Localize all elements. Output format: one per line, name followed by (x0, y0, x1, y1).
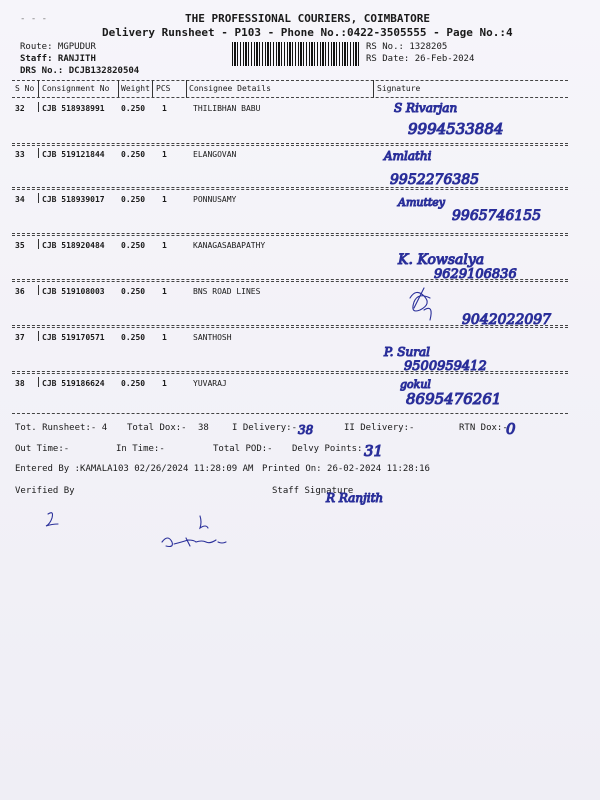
signature-name: Amuttey (398, 196, 446, 209)
row-consignment: CJB 518938991 (42, 104, 105, 113)
runsheet-title: Delivery Runsheet - P103 - Phone No.:0422-3505555 - Page No.:4 (102, 26, 513, 39)
row-consignee: SANTHOSH (193, 333, 232, 342)
signature-area (370, 98, 590, 418)
row-consignee: KANAGASABAPATHY (193, 241, 266, 250)
in-time: In Time:- (116, 444, 165, 454)
signature-name: K. Kowsalya (398, 252, 485, 268)
barcode (232, 42, 360, 66)
signature-name: gokul (400, 378, 431, 391)
row-weight: 0.250 (121, 241, 146, 250)
col-consignee: Consignee Details (189, 84, 271, 93)
row-pcs: 1 (162, 195, 167, 204)
row-consignment: CJB 519121844 (42, 150, 105, 159)
row-sno: 34 (15, 195, 25, 204)
row-weight: 0.250 (121, 195, 146, 204)
row-weight: 0.250 (121, 287, 146, 296)
staff: Staff: RANJITH (20, 54, 96, 64)
rs-date: RS Date: 26-Feb-2024 (366, 54, 475, 64)
staff-signature-text: R Ranjith (326, 491, 384, 505)
signature-name: S Rivarjan (394, 101, 458, 115)
signature-phone: 9994533884 (408, 120, 504, 138)
entered-by: Entered By :KAMALA103 02/26/2024 11:28:09 AM (15, 464, 254, 474)
row-consignee: ELANGOVAN (193, 150, 237, 159)
row-sno: 38 (15, 379, 25, 388)
row-consignment: CJB 518920484 (42, 241, 105, 250)
rs-number: RS No.: 1328205 (366, 42, 448, 52)
staff-signature-hw (320, 478, 410, 510)
col-weight: Weight (121, 84, 150, 93)
rtn-dox-label: RTN Dox:- (459, 423, 508, 433)
row-consignment: CJB 519170571 (42, 333, 105, 342)
row-weight: 0.250 (121, 379, 146, 388)
col-pcs: PCS (156, 84, 171, 93)
signature-phone: 9629106836 (434, 267, 517, 282)
tot-runsheet: Tot. Runsheet:- 4 (15, 423, 108, 433)
rtn-dox-hw: 0 (506, 420, 516, 438)
signature-phone: 9500959412 (404, 359, 487, 374)
total-pod: Total POD:- (213, 444, 273, 454)
out-time: Out Time:- (15, 444, 70, 454)
row-consignment: CJB 519108003 (42, 287, 105, 296)
signature-name: P. Sural (384, 345, 430, 359)
col-sno: S No (15, 84, 35, 93)
row-pcs: 1 (162, 379, 167, 388)
row-sno: 32 (15, 104, 25, 113)
ii-delivery-label: II Delivery:- (344, 423, 415, 433)
verified-by: Verified By (15, 486, 75, 496)
row-consignee: BNS ROAD LINES (193, 287, 261, 296)
staff-signature-label: Staff Signature (272, 486, 354, 496)
row-pcs: 1 (162, 333, 167, 342)
delvy-points-label: Delvy Points: (292, 444, 363, 454)
col-signature: Signature (377, 84, 421, 93)
col-consignment: Consignment No (42, 84, 110, 93)
row-sno: 33 (15, 150, 25, 159)
signature-phone: 9042022097 (462, 312, 552, 328)
row-consignee: PONNUSAMY (193, 195, 237, 204)
row-weight: 0.250 (121, 150, 146, 159)
i-delivery-label: I Delivery:- (232, 423, 298, 433)
row-pcs: 1 (162, 104, 167, 113)
drs-number: DRS No.: DCJB132820504 (20, 66, 140, 76)
printed-on: Printed On: 26-02-2024 11:28:16 (262, 464, 430, 474)
signature-scribble (410, 288, 431, 320)
route: Route: MGPUDUR (20, 42, 96, 52)
row-sno: 35 (15, 241, 25, 250)
row-consignment: CJB 519186624 (42, 379, 105, 388)
i-delivery-hw: 38 (298, 423, 314, 437)
row-sno: 37 (15, 333, 25, 342)
rule (12, 80, 568, 81)
row-pcs: 1 (162, 287, 167, 296)
row-pcs: 1 (162, 150, 167, 159)
row-pcs: 1 (162, 241, 167, 250)
row-consignee: YUVARAJ (193, 379, 227, 388)
signature-phone: 9965746155 (452, 208, 542, 224)
row-weight: 0.250 (121, 104, 146, 113)
totals-handwriting (296, 412, 546, 462)
signature-phone: 8695476261 (406, 390, 502, 408)
row-consignee: THILIBHAN BABU (193, 104, 261, 113)
verified-by-scribble (40, 508, 250, 558)
row-consignment: CJB 518939017 (42, 195, 105, 204)
signature-phone: 9952276385 (390, 172, 480, 188)
row-sno: 36 (15, 287, 25, 296)
corner-mark: - - - (20, 14, 48, 24)
row-weight: 0.250 (121, 333, 146, 342)
delvy-points-hw: 31 (364, 442, 384, 460)
total-dox-value: 38 (198, 423, 209, 433)
company-title: THE PROFESSIONAL COURIERS, COIMBATORE (185, 12, 431, 25)
total-dox-label: Total Dox:- (127, 423, 187, 433)
signature-name: Amlathi (384, 149, 432, 163)
